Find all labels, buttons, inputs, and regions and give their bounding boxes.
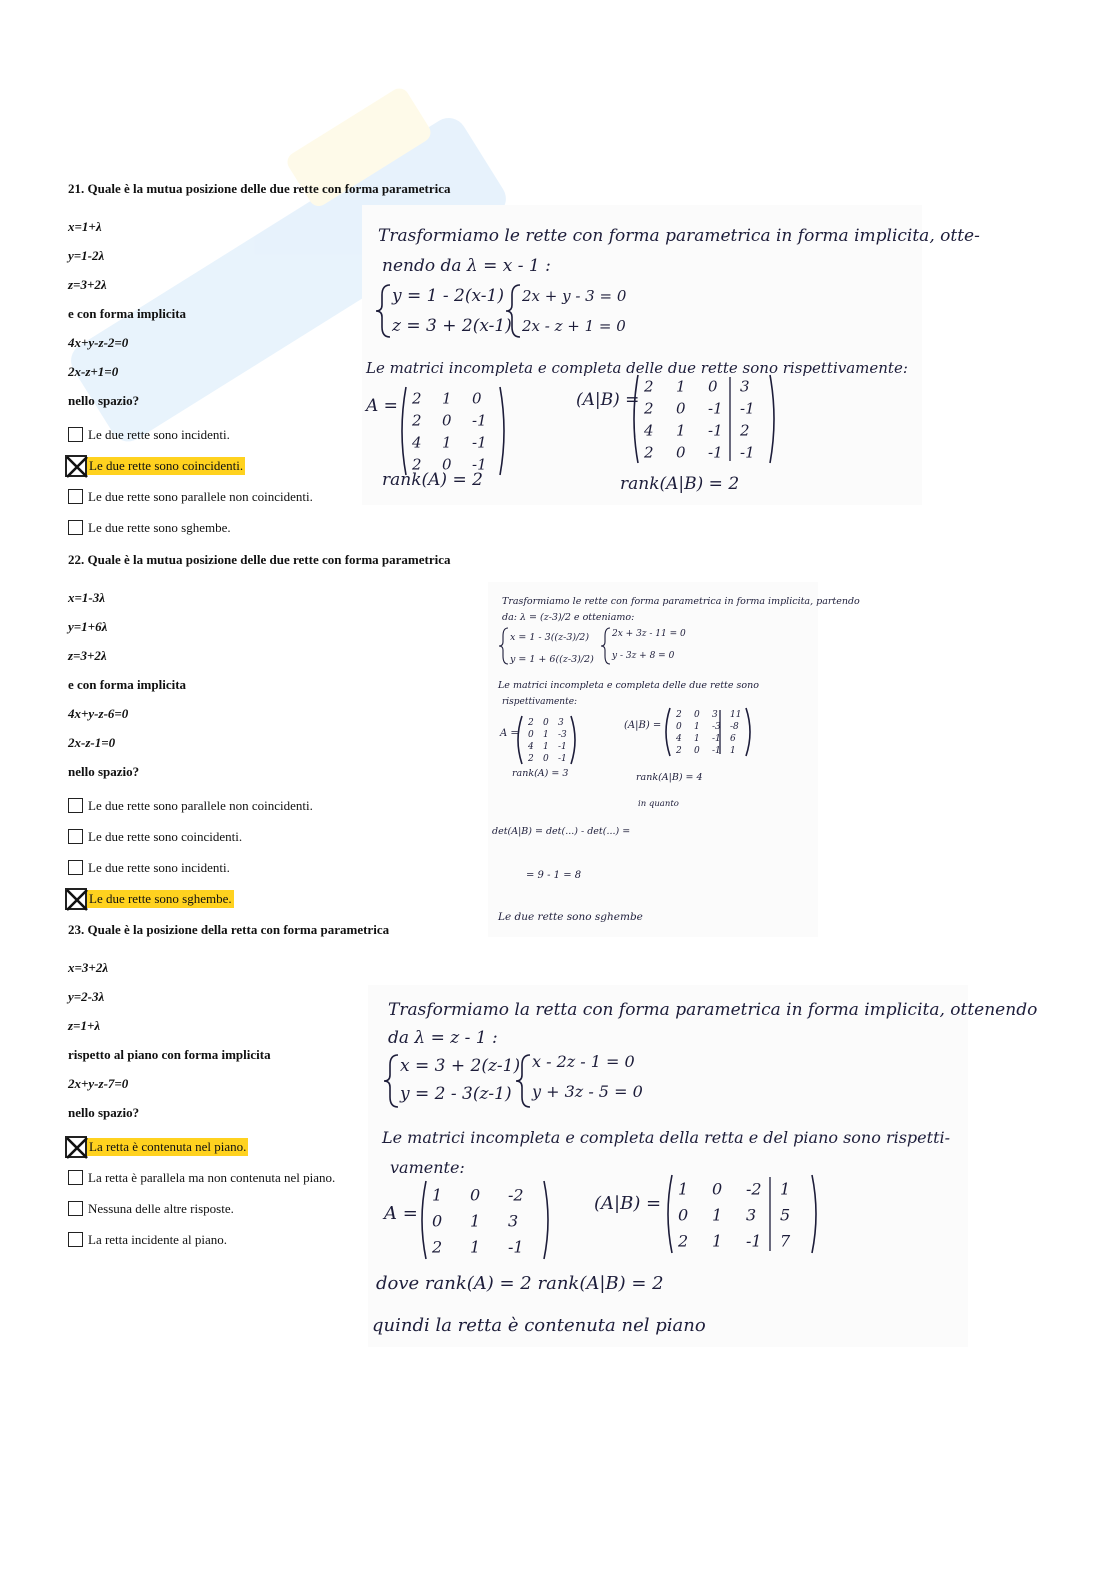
parametric-x: x=3+2λ bbox=[68, 960, 109, 975]
note-system-2b: y - 3z + 8 = 0 bbox=[612, 651, 675, 661]
matrix-cell: 2 bbox=[528, 718, 534, 728]
matrix-bracket-right bbox=[544, 1181, 548, 1259]
note-matrix-intro: Le matrici incompleta e completa delle due rette sono rispettivamente: bbox=[366, 359, 908, 377]
matrix-cell: 2 bbox=[432, 1237, 443, 1257]
matrix-cell: 1 bbox=[432, 1185, 443, 1205]
option-label: La retta incidente al piano. bbox=[88, 1231, 227, 1247]
cross-mark-icon bbox=[64, 887, 90, 913]
checkbox[interactable] bbox=[68, 829, 83, 844]
checked-checkbox[interactable] bbox=[65, 455, 87, 477]
matrix-cell: 2 bbox=[528, 754, 534, 764]
checkbox[interactable] bbox=[68, 1201, 83, 1216]
checked-checkbox[interactable] bbox=[65, 1136, 87, 1158]
matrix-cell: 3 bbox=[712, 710, 718, 720]
parametric-x: x=1-3λ bbox=[68, 590, 106, 605]
answer-option[interactable] bbox=[68, 790, 528, 821]
matrix-cell: 1 bbox=[678, 1179, 689, 1199]
handwritten-solution-23 bbox=[368, 985, 1038, 1347]
question-22 bbox=[68, 552, 528, 914]
checkbox[interactable] bbox=[68, 489, 83, 504]
matrix-a bbox=[518, 716, 575, 764]
note-conclusion: quindi la retta è contenuta nel piano bbox=[372, 1315, 706, 1336]
determinant-line: det(A|B) = det(...) - det(...) = bbox=[492, 826, 631, 837]
matrix-ab bbox=[668, 1175, 816, 1253]
rank-note: in quanto bbox=[638, 799, 679, 809]
matrix-a-label: A = bbox=[500, 728, 519, 739]
checkbox[interactable] bbox=[68, 1232, 83, 1247]
matrix-ab-label: (A|B) = bbox=[624, 720, 662, 731]
cross-mark-icon bbox=[64, 1135, 90, 1161]
matrix-cell: 1 bbox=[712, 1205, 723, 1225]
matrix-cell: -1 bbox=[746, 1231, 762, 1251]
handwritten-solution-22 bbox=[488, 582, 860, 937]
matrix-cell: 11 bbox=[730, 710, 742, 720]
matrix-cell: 1 bbox=[676, 421, 686, 440]
matrix-cell: 7 bbox=[780, 1231, 791, 1251]
note-system-2a: 2x + 3z - 11 = 0 bbox=[612, 629, 686, 639]
implicit-eq-1: 4x+y-z-6=0 bbox=[68, 706, 129, 721]
matrix-cell: -1 bbox=[740, 443, 755, 462]
question-title: 22. Quale è la mutua posizione delle due rette con forma parametrica bbox=[68, 552, 451, 567]
matrix-ab bbox=[666, 708, 750, 756]
matrix-cell: -1 bbox=[472, 433, 487, 452]
matrix-cell: 1 bbox=[470, 1237, 481, 1257]
option-label: Le due rette sono sghembe. bbox=[88, 519, 231, 535]
matrix-cell: -2 bbox=[508, 1185, 524, 1205]
matrix-cell: -1 bbox=[740, 399, 755, 418]
note-system-1b: y = 2 - 3(z-1) bbox=[400, 1084, 512, 1104]
note-system-2b: y + 3z - 5 = 0 bbox=[532, 1082, 643, 1101]
note-intro: Trasformiamo le rette con forma parametrica in forma implicita, partendo bbox=[502, 596, 860, 607]
rank-line: dove rank(A) = 2 rank(A|B) = 2 bbox=[376, 1273, 664, 1294]
parametric-y: y=1+6λ bbox=[68, 619, 108, 634]
matrix-cell: 1 bbox=[543, 742, 549, 752]
note-intro: Trasformiamo le rette con forma parametrica in forma implicita, otte- bbox=[378, 226, 980, 246]
matrix-cell: -8 bbox=[730, 722, 739, 732]
matrix-cell: 4 bbox=[412, 433, 422, 452]
matrix-cell: -1 bbox=[708, 421, 723, 440]
determinant-result: = 9 - 1 = 8 bbox=[526, 870, 582, 881]
matrix-cell: 0 bbox=[528, 730, 534, 740]
matrix-cell: 0 bbox=[543, 754, 549, 764]
matrix-cell: 0 bbox=[442, 411, 452, 430]
checkbox[interactable] bbox=[68, 1170, 83, 1185]
checkbox[interactable] bbox=[68, 427, 83, 442]
matrix-bracket-left bbox=[668, 1175, 672, 1253]
matrix-cell: 0 bbox=[678, 1205, 689, 1225]
matrix-cell: 0 bbox=[676, 722, 682, 732]
matrix-cell: 3 bbox=[558, 718, 564, 728]
note-intro: Trasformiamo la retta con forma parametrica in forma implicita, ottenendo bbox=[388, 1000, 1038, 1020]
matrix-cell: 2 bbox=[644, 443, 654, 462]
matrix-cell: -1 bbox=[558, 742, 567, 752]
note-system-1a: x = 1 - 3((z-3)/2) bbox=[510, 632, 590, 643]
note-matrix-intro: Le matrici incompleta e completa delle due rette sono bbox=[498, 680, 759, 691]
question-title: 23. Quale è la posizione della retta con forma parametrica bbox=[68, 922, 390, 937]
checkbox[interactable] bbox=[68, 798, 83, 813]
parametric-y: y=2-3λ bbox=[68, 989, 105, 1004]
matrix-cell: 2 bbox=[412, 389, 422, 408]
parametric-z: z=1+λ bbox=[68, 1018, 101, 1033]
checked-checkbox[interactable] bbox=[65, 888, 87, 910]
matrix-a bbox=[422, 1181, 548, 1259]
implicit-label: rispetto al piano con forma implicita bbox=[68, 1047, 271, 1062]
option-label: La retta è parallela ma non contenuta nel piano. bbox=[88, 1169, 336, 1185]
implicit-eq-1: 2x+y-z-7=0 bbox=[68, 1076, 129, 1091]
rank-ab: rank(A|B) = 4 bbox=[636, 772, 703, 783]
answer-option[interactable] bbox=[68, 512, 528, 543]
parametric-z: z=3+2λ bbox=[68, 277, 107, 292]
handwritten-solution-21 bbox=[362, 205, 980, 505]
note-matrix-intro: Le matrici incompleta e completa della retta e del piano sono rispetti- bbox=[382, 1128, 951, 1147]
matrix-a-label: A = bbox=[366, 396, 398, 416]
matrix-cell: 2 bbox=[676, 746, 682, 756]
matrix-cell: 2 bbox=[412, 455, 422, 474]
note-system-2b: 2x - z + 1 = 0 bbox=[522, 317, 626, 335]
note-matrix-intro-2: rispettivamente: bbox=[502, 697, 578, 707]
matrix-cell: 5 bbox=[780, 1205, 791, 1225]
note-conclusion: Le due rette sono sghembe bbox=[498, 911, 643, 923]
matrix-cell: 0 bbox=[470, 1185, 481, 1205]
answer-options bbox=[68, 790, 528, 914]
matrix-cell: 2 bbox=[644, 377, 654, 396]
matrix-bracket-left bbox=[518, 716, 522, 764]
matrix-cell: 1 bbox=[543, 730, 549, 740]
matrix-cell: 1 bbox=[694, 734, 700, 744]
matrix-ab-label: (A|B) = bbox=[576, 390, 640, 410]
matrix-cell: 1 bbox=[712, 1231, 723, 1251]
matrix-cell: -1 bbox=[472, 411, 487, 430]
matrix-cell: 0 bbox=[676, 399, 686, 418]
rank-a: rank(A) = 3 bbox=[512, 768, 569, 779]
matrix-cell: 1 bbox=[780, 1179, 791, 1199]
question-end: nello spazio? bbox=[68, 764, 140, 779]
option-label: Le due rette sono parallele non coincidenti. bbox=[88, 488, 313, 504]
matrix-cell: 6 bbox=[730, 734, 736, 744]
matrix-cell: 2 bbox=[678, 1231, 689, 1251]
option-label: Le due rette sono parallele non coincidenti. bbox=[88, 797, 313, 813]
note-intro-2: da λ = z - 1 : bbox=[388, 1028, 498, 1048]
matrix-cell: 2 bbox=[676, 710, 682, 720]
matrix-bracket-right bbox=[746, 708, 750, 756]
matrix-cell: 0 bbox=[694, 710, 700, 720]
matrix-cell: 4 bbox=[676, 734, 682, 744]
matrix-cell: 2 bbox=[740, 421, 750, 440]
matrix-cell: -1 bbox=[712, 734, 721, 744]
option-label-highlighted: Le due rette sono coincidenti. bbox=[89, 457, 244, 473]
option-label: Le due rette sono incidenti. bbox=[88, 859, 230, 875]
answer-option[interactable] bbox=[68, 821, 528, 852]
note-system-1a: y = 1 - 2(x-1) bbox=[392, 286, 504, 306]
option-label: Le due rette sono coincidenti. bbox=[88, 828, 243, 844]
answer-option[interactable] bbox=[68, 883, 528, 914]
matrix-cell: -1 bbox=[508, 1237, 524, 1257]
matrix-cell: -1 bbox=[472, 455, 487, 474]
matrix-a bbox=[402, 387, 504, 475]
matrix-ab bbox=[634, 375, 774, 463]
checkbox[interactable] bbox=[68, 520, 83, 535]
matrix-cell: 3 bbox=[508, 1211, 519, 1231]
matrix-bracket-left bbox=[634, 375, 638, 463]
implicit-eq-2: 2x-z+1=0 bbox=[68, 364, 119, 379]
implicit-eq-1: 4x+y-z-2=0 bbox=[68, 335, 129, 350]
matrix-cell: -3 bbox=[712, 722, 721, 732]
matrix-bracket-right bbox=[571, 716, 575, 764]
matrix-cell: 3 bbox=[740, 377, 750, 396]
rank-ab: rank(A|B) = 2 bbox=[620, 474, 740, 494]
parametric-x: x=1+λ bbox=[68, 219, 102, 234]
matrix-cell: 1 bbox=[676, 377, 686, 396]
answer-option[interactable] bbox=[68, 852, 528, 883]
implicit-label: e con forma implicita bbox=[68, 306, 187, 321]
option-label: Le due rette sono incidenti. bbox=[88, 426, 230, 442]
parametric-y: y=1-2λ bbox=[68, 248, 105, 263]
option-label-highlighted: La retta è contenuta nel piano. bbox=[89, 1138, 247, 1154]
matrix-ab-label: (A|B) = bbox=[594, 1193, 662, 1214]
note-matrix-intro-2: vamente: bbox=[390, 1158, 465, 1177]
note-system-1b: z = 3 + 2(x-1) bbox=[392, 316, 512, 336]
matrix-cell: -1 bbox=[558, 754, 567, 764]
note-system-2a: 2x + y - 3 = 0 bbox=[522, 287, 627, 305]
note-system-1b: y = 1 + 6((z-3)/2) bbox=[510, 654, 594, 665]
matrix-cell: -1 bbox=[712, 746, 721, 756]
matrix-cell: 0 bbox=[712, 1179, 723, 1199]
matrix-cell: 4 bbox=[528, 742, 534, 752]
matrix-a-label: A = bbox=[384, 1203, 418, 1224]
matrix-cell: 0 bbox=[472, 389, 482, 408]
option-label: Nessuna delle altre risposte. bbox=[88, 1200, 234, 1216]
matrix-cell: -1 bbox=[708, 399, 723, 418]
matrix-cell: -2 bbox=[746, 1179, 762, 1199]
matrix-cell: -1 bbox=[708, 443, 723, 462]
rank-a: rank(A) = 2 bbox=[382, 470, 483, 490]
matrix-cell: 0 bbox=[442, 455, 452, 474]
matrix-cell: 2 bbox=[644, 399, 654, 418]
question-end: nello spazio? bbox=[68, 1105, 140, 1120]
matrix-bracket-right bbox=[812, 1175, 816, 1253]
matrix-cell: 0 bbox=[694, 746, 700, 756]
matrix-bracket-left bbox=[402, 387, 406, 475]
matrix-cell: 0 bbox=[432, 1211, 443, 1231]
note-intro-2: da: λ = (z-3)/2 e otteniamo: bbox=[502, 612, 635, 623]
implicit-eq-2: 2x-z-1=0 bbox=[68, 735, 116, 750]
matrix-cell: 3 bbox=[746, 1205, 757, 1225]
note-intro-2: nendo da λ = x - 1 : bbox=[382, 256, 551, 276]
matrix-cell: 1 bbox=[470, 1211, 481, 1231]
matrix-cell: 0 bbox=[708, 377, 718, 396]
matrix-cell: 1 bbox=[694, 722, 700, 732]
matrix-cell: 1 bbox=[442, 389, 452, 408]
question-title: 21. Quale è la mutua posizione delle due rette con forma parametrica bbox=[68, 181, 451, 196]
matrix-cell: 1 bbox=[730, 746, 736, 756]
cross-mark-icon bbox=[64, 454, 90, 480]
matrix-bracket-right bbox=[770, 375, 774, 463]
checkbox[interactable] bbox=[68, 860, 83, 875]
question-end: nello spazio? bbox=[68, 393, 140, 408]
note-system-1a: x = 3 + 2(z-1) bbox=[400, 1056, 521, 1076]
option-label-highlighted: Le due rette sono sghembe. bbox=[89, 890, 232, 906]
parametric-z: z=3+2λ bbox=[68, 648, 107, 663]
note-system-2a: x - 2z - 1 = 0 bbox=[532, 1052, 635, 1071]
matrix-cell: 4 bbox=[644, 421, 654, 440]
matrix-bracket-left bbox=[666, 708, 670, 756]
matrix-bracket-left bbox=[422, 1181, 426, 1259]
implicit-label: e con forma implicita bbox=[68, 677, 187, 692]
matrix-bracket-right bbox=[500, 387, 504, 475]
matrix-cell: 2 bbox=[412, 411, 422, 430]
matrix-cell: 1 bbox=[442, 433, 452, 452]
matrix-cell: 0 bbox=[676, 443, 686, 462]
matrix-cell: -3 bbox=[558, 730, 567, 740]
matrix-cell: 0 bbox=[543, 718, 549, 728]
